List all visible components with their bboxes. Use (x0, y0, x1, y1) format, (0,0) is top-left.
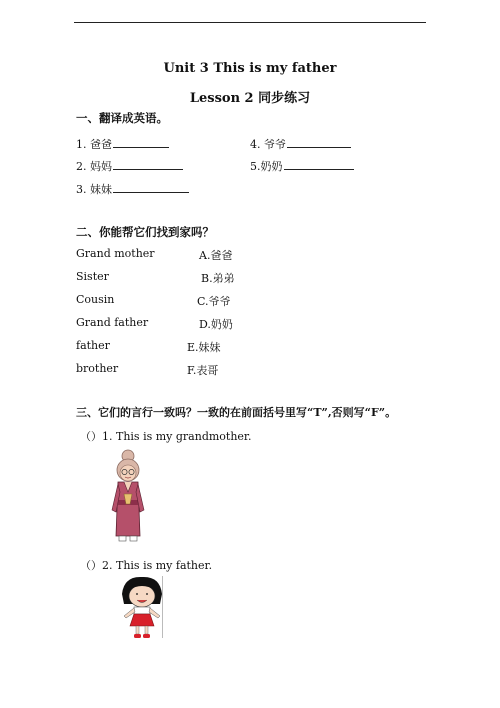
face (129, 585, 155, 607)
translate-item-1: 1. 爸爸 (76, 136, 169, 152)
translate-item-4: 4. 爷爷 (250, 136, 351, 152)
section1-heading: 一、翻译成英语。 (76, 111, 168, 125)
top-rule (74, 22, 426, 23)
skirt (130, 614, 154, 626)
foot-left (119, 536, 126, 541)
answer-blank[interactable] (284, 158, 354, 170)
match-left-2: Sister (76, 270, 109, 283)
page-title: Unit 3 This is my father (163, 61, 337, 76)
translate-item-3: 3. 妹妹 (76, 181, 189, 197)
leg-left (136, 626, 139, 634)
answer-blank[interactable] (113, 181, 189, 193)
shoe-right (143, 634, 150, 638)
eye-left (136, 593, 138, 595)
judge-item-2: （）2. This is my father. (80, 559, 213, 572)
grandmother-illustration (106, 448, 150, 548)
image-edge-line (162, 576, 163, 638)
leg-right (145, 626, 148, 634)
answer-blank[interactable] (287, 136, 351, 148)
match-right-f: F.表哥 (187, 364, 219, 377)
translate-item-5: 5.奶奶 (250, 158, 354, 174)
page-subtitle: Lesson 2 同步练习 (189, 91, 311, 106)
blouse (134, 607, 150, 614)
match-left-1: Grand mother (76, 247, 155, 260)
section2-heading: 二、你能帮它们找到家吗？ (76, 225, 214, 239)
shoe-left (134, 634, 141, 638)
match-right-d: D.奶奶 (199, 318, 233, 331)
match-left-5: father (76, 339, 110, 352)
match-right-b: B.弟弟 (201, 272, 235, 285)
match-left-3: Cousin (76, 293, 115, 306)
match-right-a: A.爸爸 (199, 249, 233, 262)
judge-item-1: （）1. This is my grandmother. (80, 430, 252, 443)
match-left-4: Grand father (76, 316, 149, 329)
section3-heading: 三、它们的言行一致吗？一致的在前面括号里写“T”,否则写“F”。 (76, 406, 397, 419)
answer-blank[interactable] (113, 158, 183, 170)
translate-item-2: 2. 妈妈 (76, 158, 183, 174)
eye-right (146, 593, 148, 595)
foot-right (130, 536, 137, 541)
match-left-6: brother (76, 362, 119, 375)
answer-blank[interactable] (113, 136, 169, 148)
match-right-c: C.爷爷 (197, 295, 231, 308)
girl-illustration (118, 574, 166, 640)
match-right-e: E.妹妹 (187, 341, 221, 354)
